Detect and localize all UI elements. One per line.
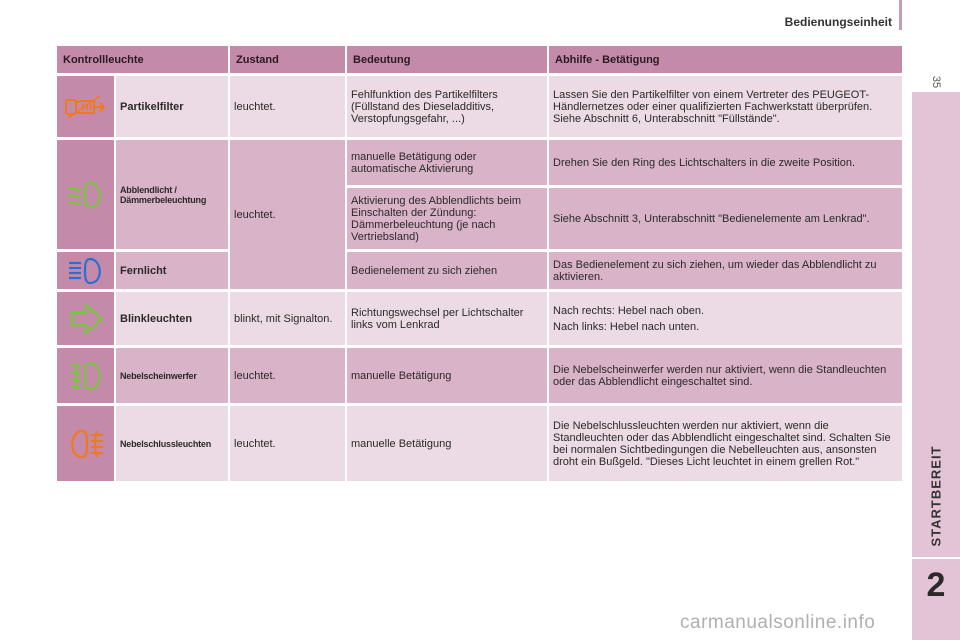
column-header-indicator: Kontrollleuchte — [57, 46, 230, 73]
icon-cell — [57, 345, 116, 403]
column-header-action: Abhilfe - Betätigung — [549, 46, 902, 73]
lamp-name: Abblendlicht / Dämmerbeleuchtung — [116, 137, 230, 249]
chapter-tab-label: STARTBEREIT — [928, 445, 944, 547]
rear-fog-lamp-icon — [61, 427, 110, 461]
side-tab-divider — [912, 557, 960, 559]
lamp-meaning: Aktivierung des Abblendlichts beim Einschalten der Zündung: Dämmerbeleuchtung (je nach Vertriebsland) — [347, 185, 549, 249]
table-row — [57, 403, 902, 481]
lamp-meaning: manuelle Betätigung — [347, 345, 549, 403]
lamp-name: Blinkleuchten — [116, 289, 230, 345]
table-row — [57, 137, 902, 185]
lamp-action-line: Nach links: Hebel nach unten. — [553, 320, 700, 333]
lamp-action-line: Nach rechts: Hebel nach oben. — [553, 304, 705, 317]
icon-cell — [57, 73, 116, 137]
lamp-action: Die Nebelschlussleuchten werden nur aktiviert, wenn die Standleuchten oder das Abblendlicht eingeschaltet sind. Schalten Sie bei normalen Sichtbedingungen die Nebelleuchten aus, ansonsten droht ein Bußgeld. "Dieses Licht leuchtet in einem grellen Rot." — [549, 403, 902, 481]
column-header-state: Zustand — [230, 46, 347, 73]
icon-cell — [57, 249, 116, 289]
lamp-state: leuchtet. — [230, 73, 347, 137]
lamp-action: Lassen Sie den Partikelfilter von einem Vertreter des PEUGEOT-Händlernetzes oder einer qualifizierten Fachwerkstatt überprüfen. Siehe Abschnitt 6, Unterabschnitt "Füllstände". — [549, 73, 902, 137]
lamp-action — [549, 289, 902, 345]
turn-signal-icon — [61, 301, 110, 337]
high-beam-icon — [61, 256, 110, 286]
lamp-action: Die Nebelscheinwerfer werden nur aktiviert, wenn die Standleuchten oder das Abblendlicht eingeschaltet sind. — [549, 345, 902, 403]
page-number: 35 — [930, 75, 943, 89]
header-rule — [899, 0, 902, 30]
lamp-name: Partikelfilter — [116, 73, 230, 137]
icon-cell — [57, 289, 116, 345]
icon-cell — [57, 137, 116, 249]
chapter-number: 2 — [926, 566, 946, 604]
lamp-name: Nebelscheinwerfer — [116, 345, 230, 403]
warning-lamps-table — [57, 46, 902, 481]
lamp-meaning: Bedienelement zu sich ziehen — [347, 249, 549, 289]
lamp-meaning: Fehlfunktion des Partikelfilters (Füllstand des Dieseladditivs, Verstopfungsgefahr, ...) — [347, 73, 549, 137]
table-header-row — [57, 46, 902, 73]
lamp-action: Das Bedienelement zu sich ziehen, um wieder das Abblendlicht zu aktivieren. — [549, 249, 902, 289]
table-row — [57, 73, 902, 137]
lamp-state: leuchtet. — [230, 137, 347, 289]
icon-cell — [57, 403, 116, 481]
lamp-name: Fernlicht — [116, 249, 230, 289]
low-beam-icon — [61, 179, 110, 211]
lamp-action: Siehe Abschnitt 3, Unterabschnitt "Bedienelemente am Lenkrad". — [549, 185, 902, 249]
column-header-meaning: Bedeutung — [347, 46, 549, 73]
lamp-state: blinkt, mit Signalton. — [230, 289, 347, 345]
table-row — [57, 289, 902, 345]
watermark: carmanualsonline.info — [680, 612, 876, 633]
page-header-title: Bedienungseinheit — [784, 15, 892, 29]
lamp-state: leuchtet. — [230, 403, 347, 481]
table-row — [57, 249, 902, 289]
lamp-meaning: manuelle Betätigung — [347, 403, 549, 481]
lamp-state: leuchtet. — [230, 345, 347, 403]
particle-filter-icon — [61, 91, 110, 123]
table-row — [57, 345, 902, 403]
lamp-meaning: manuelle Betätigung oder automatische Aktivierung — [347, 137, 549, 185]
lamp-name: Nebelschlussleuchten — [116, 403, 230, 481]
front-fog-lamp-icon — [61, 359, 110, 393]
lamp-meaning: Richtungswechsel per Lichtschalter links vom Lenkrad — [347, 289, 549, 345]
lamp-action: Drehen Sie den Ring des Lichtschalters in die zweite Position. — [549, 137, 902, 185]
